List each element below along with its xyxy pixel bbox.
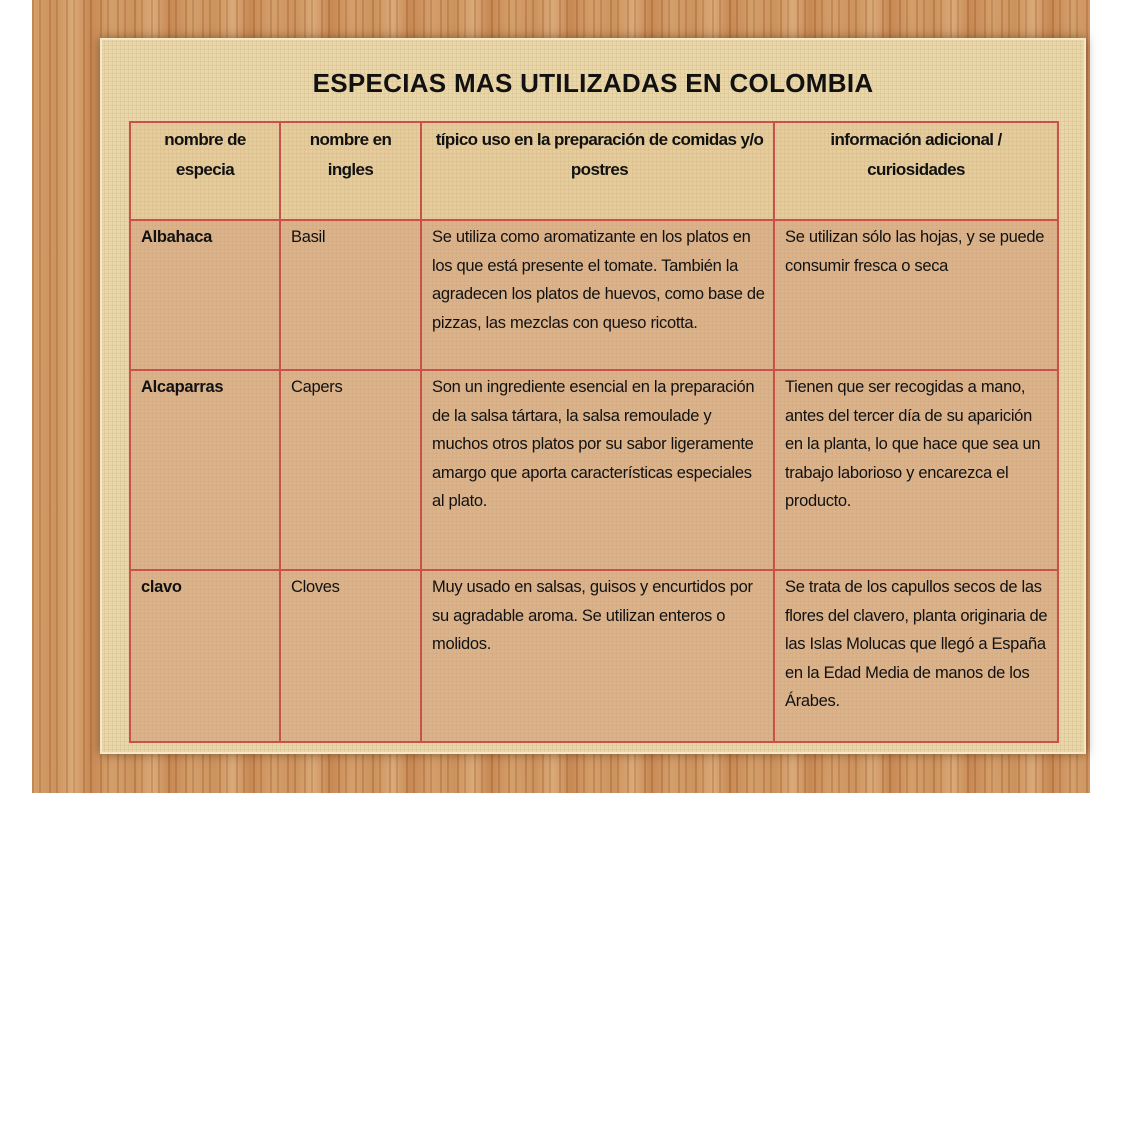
table-row xyxy=(130,220,1058,370)
spice-name-cell: clavo xyxy=(130,570,280,742)
additional-info-cell: Se trata de los capullos secos de las flores del clavero, planta originaria de las Islas Molucas que llegó a España en la Edad Media de manos de los Árabes. xyxy=(774,570,1058,742)
parchment-panel xyxy=(100,38,1086,754)
table-row xyxy=(130,570,1058,742)
additional-info-cell: Tienen que ser recogidas a mano, antes del tercer día de su aparición en la planta, lo que hace que sea un trabajo laborioso y encarezca el producto. xyxy=(774,370,1058,570)
english-name-cell: Capers xyxy=(280,370,421,570)
english-name-cell: Basil xyxy=(280,220,421,370)
header-additional-info: información adicional / curiosidades xyxy=(774,122,1058,220)
header-typical-use: típico uso en la preparación de comidas y/o postres xyxy=(421,122,774,220)
table-row xyxy=(130,370,1058,570)
wood-frame-background xyxy=(32,0,1090,793)
typical-use-cell: Son un ingrediente esencial en la preparación de la salsa tártara, la salsa remoulade y muchos otros platos por su sabor ligeramente amargo que aporta características especiales al plato. xyxy=(421,370,774,570)
header-english-name: nombre en ingles xyxy=(280,122,421,220)
header-spice-name: nombre de especia xyxy=(130,122,280,220)
additional-info-cell: Se utilizan sólo las hojas, y se puede consumir fresca o seca xyxy=(774,220,1058,370)
table-header-row xyxy=(130,122,1058,220)
spice-table xyxy=(129,121,1059,743)
spice-name-cell: Alcaparras xyxy=(130,370,280,570)
typical-use-cell: Muy usado en salsas, guisos y encurtidos por su agradable aroma. Se utilizan enteros o molidos. xyxy=(421,570,774,742)
spice-name-cell: Albahaca xyxy=(130,220,280,370)
english-name-cell: Cloves xyxy=(280,570,421,742)
typical-use-cell: Se utiliza como aromatizante en los platos en los que está presente el tomate. También la agradecen los platos de huevos, como base de pizzas, las mezclas con queso ricotta. xyxy=(421,220,774,370)
page-title: ESPECIAS MAS UTILIZADAS EN COLOMBIA xyxy=(312,68,874,98)
